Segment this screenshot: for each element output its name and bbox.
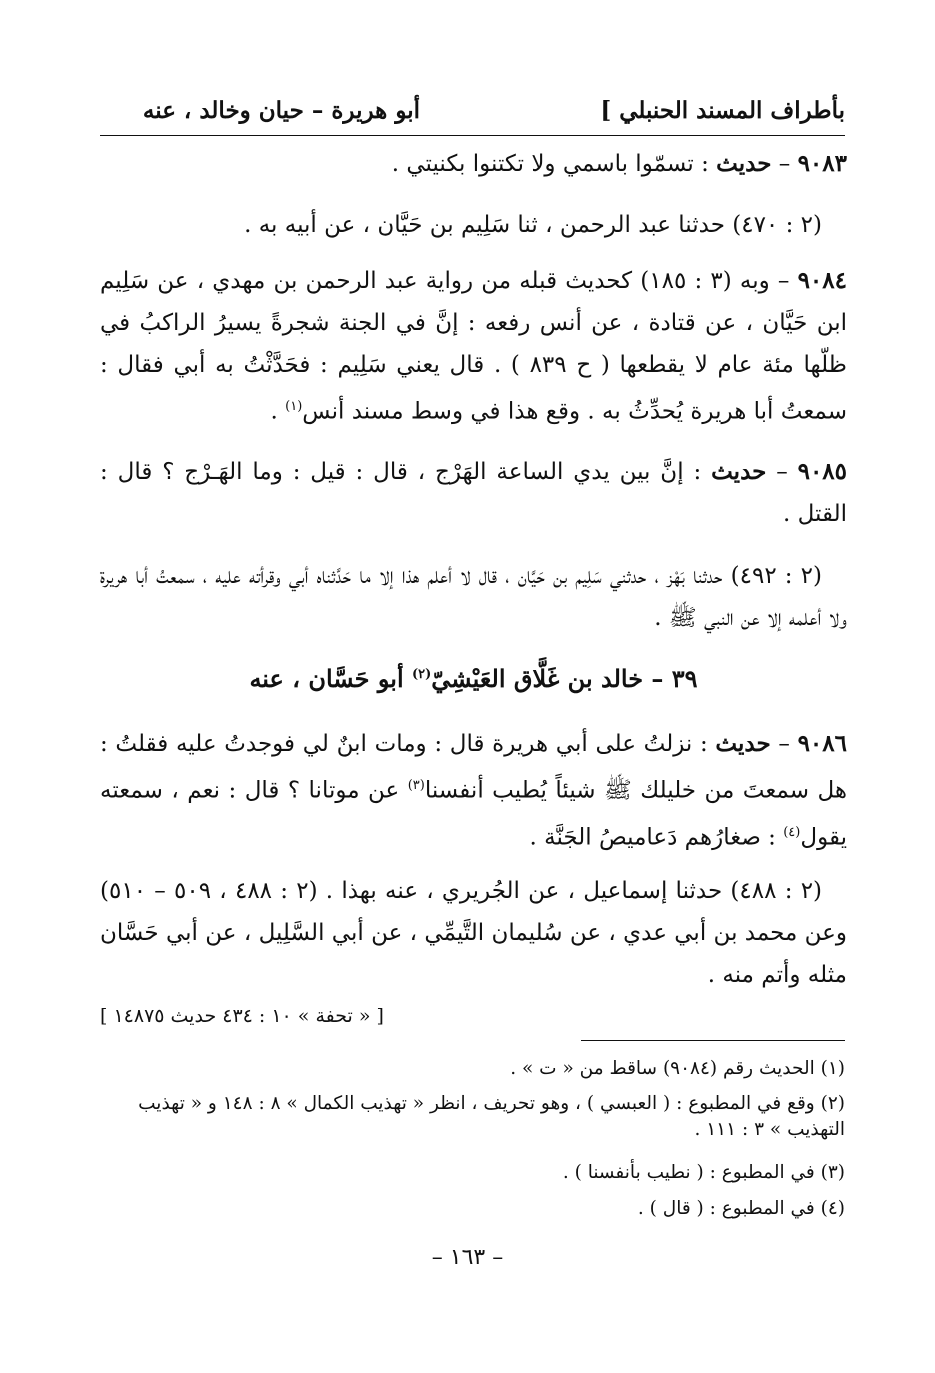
footnote-3: (٣) في المطبوع : ( نطيب بأنفسنا ) .	[562, 1162, 845, 1183]
footnote-marker: (٤)	[783, 824, 801, 840]
hadith-9084	[100, 260, 847, 433]
hadith-text-end: : صغارُهم دَعاميصُ الجَنَّة .	[529, 824, 784, 851]
book-title: بأطراف المسند الحنبلي ]	[600, 97, 845, 124]
hadith-9086-source: (٢ : ٤٨٨) حدثنا إسماعيل ، عن الجُريري ، عنه بهذا . (٢ : ٤٨٨ ، ٥٠٩ – ٥١٠) وعن محمد بن أبي عدي ، عن سُليمان التَّيمِّي ، عن أبي السَّلِيل ، عن أبي حَسَّان مثله وأتم منه .	[100, 878, 847, 988]
hadith-tail: .	[270, 398, 286, 425]
section-heading	[100, 664, 847, 693]
footnote-divider	[581, 1040, 845, 1041]
footnote-4: (٤) في المطبوع : ( قال ) .	[637, 1198, 845, 1219]
hadith-9083: ٩٠٨٣ – حديث : تسمّوا باسمي ولا تكتنوا بكنيتي .	[391, 150, 847, 177]
hadith-text: – وبه (٣ : ١٨٥) كحديث قبله من رواية عبد الرحمن بن مهدي ، عن سَلِيم ابن حَيَّان ، عن قتادة ، عن أنس رفعه : إنَّ في الجنة شجرةً يسيرُ الراكبُ في ظلّها مئة عام لا يقطعها ( ح ٨٣٩ ) . قال يعني سَلِيم : فحَدَّثْتُ به أبي فقال : سمعتُ أبا هريرة يُحدِّثُ به . وقع هذا في وسط مسند أنس	[100, 268, 847, 425]
hadith-keyword: حديث	[716, 150, 772, 177]
running-header	[100, 93, 845, 136]
hadith-number: ٩٠٨٣	[797, 150, 847, 177]
section-title: أبو هريرة – حيان وخالد ، عنه	[142, 97, 420, 124]
hadith-keyword: حديث	[715, 730, 771, 757]
section-heading-tail: أبو حَسَّان ، عنه	[249, 664, 412, 693]
hadith-text: : إنَّ بين يدي الساعة الهَرْج ، قال : قيل : وما الهَـرْج ؟ قال : القتل .	[100, 459, 847, 527]
page-number: – ١٦٣ –	[431, 1245, 504, 1270]
hadith-text: : نزلتُ على أبي هريرة قال : ومات ابنٌ لي فوجدتُ عليه فقلتُ : هل سمعتَ من خليلك ﷺ شيئاً يُطيب أنفسنا	[100, 731, 848, 804]
footnote-1: (١) الحديث رقم (٩٠٨٤) ساقط من « ت » .	[510, 1058, 845, 1079]
footnote-marker: (٢)	[411, 667, 432, 682]
hadith-9083-source: (٢ : ٤٧٠) حدثنا عبد الرحمن ، ثنا سَلِيم بن حَيَّان ، عن أبيه به .	[244, 212, 822, 238]
hadith-text: : تسمّوا باسمي ولا تكتنوا بكنيتي .	[391, 151, 717, 177]
tuhfa-reference: [ « تحفة » ١٠ : ٤٣٤ حديث ١٤٨٧٥ ]	[100, 1005, 384, 1027]
hadith-number: ٩٠٨٤	[797, 267, 847, 294]
section-heading-title: ٣٩ – خالد بن غَلَّاق العَيْشِيّ	[431, 664, 698, 693]
hadith-number: ٩٠٨٥	[797, 458, 848, 485]
hadith-keyword: حديث	[711, 458, 767, 485]
hadith-9085-source: (٢ : ٤٩٢) حدثنا بَهْز ، حدثني سَلِيم بن حَيَّان ، قال لا أعلم هذا إلا ما حَدَّثناه أبي وقرأته عليه ، سمعتُ أبا هريرة ولا أعلمه إلا عن النبي ﷺ .	[100, 563, 847, 631]
hadith-9086: ٩٠٨٦ – حديث : نزلتُ على أبي هريرة قال : ومات ابنٌ لي فوجدتُ عليه فقلتُ : هل سمعتَ من خليلك ﷺ شيئاً يُطيب أنفسنا$^{(٣)}$ عن موتانا ؟ قال : نعم ، سمعته يقول$^{(٤)}$ : صغارُهم دَعاميصُ الجَنَّة .	[100, 730, 848, 851]
hadith-number: ٩٠٨٦	[797, 730, 847, 757]
footnote-marker: (١)	[285, 399, 303, 414]
hadith-text-cont: عن موتانا ؟ قال : نعم ، سمعته يقول	[100, 777, 847, 851]
hadith-9085: ٩٠٨٥ – حديث : إنَّ بين يدي الساعة الهَرْج ، قال : قيل : وما الهَـرْج ؟ قال : القتل .	[100, 458, 848, 527]
footnote-2: (٢) وقع في المطبوع : ( العبسي ) ، وهو تحريف ، انظر « تهذيب الكمال » ٨ : ١٤٨ و « تهذيب التهذيب » ٣ : ١١١ .	[138, 1093, 845, 1140]
footnote-marker: (٣)	[407, 778, 425, 793]
